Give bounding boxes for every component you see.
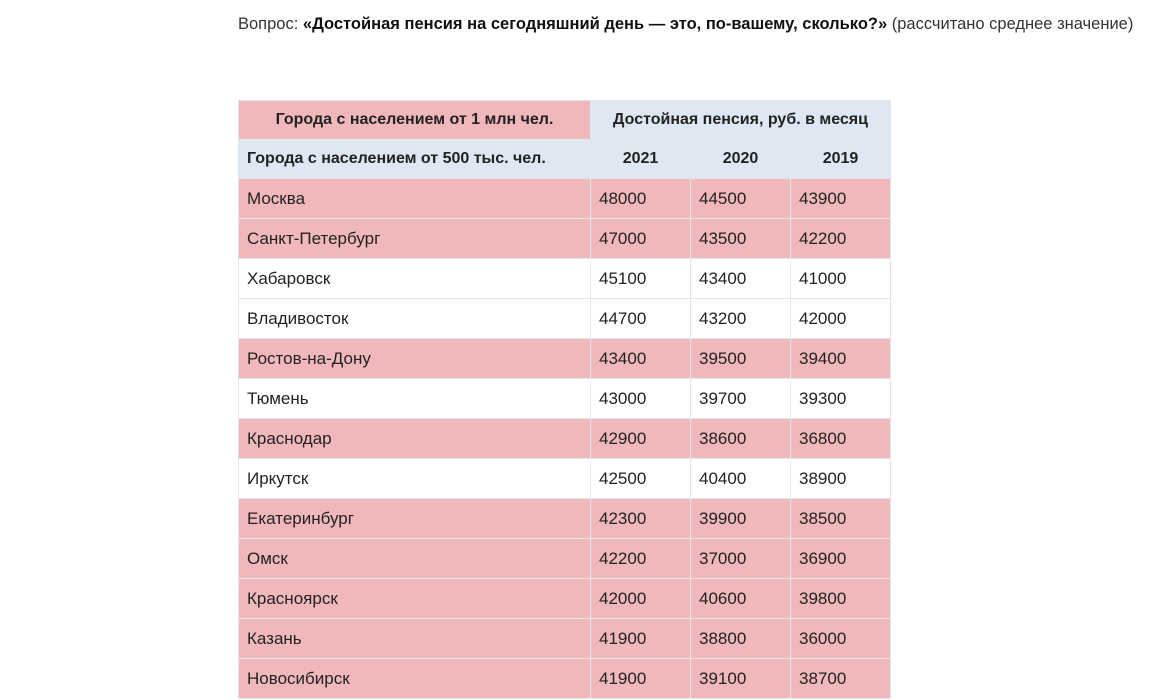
value-cell: 39500 <box>691 339 791 379</box>
value-cell: 42300 <box>591 499 691 539</box>
pension-table <box>238 100 891 699</box>
table-row <box>239 339 891 379</box>
table-row <box>239 579 891 619</box>
value-cell: 38800 <box>691 619 791 659</box>
city-cell: Хабаровск <box>239 259 591 299</box>
value-cell: 44700 <box>591 299 691 339</box>
table-row <box>239 659 891 699</box>
value-cell: 38600 <box>691 419 791 459</box>
header-year: 2019 <box>791 140 891 179</box>
value-cell: 39700 <box>691 379 791 419</box>
question-prefix: Вопрос: <box>238 15 303 33</box>
header-cities-1m: Города с населением от 1 млн чел. <box>239 101 591 140</box>
value-cell: 45100 <box>591 259 691 299</box>
value-cell: 43500 <box>691 219 791 259</box>
value-cell: 39400 <box>791 339 891 379</box>
header-year: 2021 <box>591 140 691 179</box>
city-cell: Новосибирск <box>239 659 591 699</box>
value-cell: 42900 <box>591 419 691 459</box>
city-cell: Санкт-Петербург <box>239 219 591 259</box>
value-cell: 42200 <box>591 539 691 579</box>
city-cell: Ростов-на-Дону <box>239 339 591 379</box>
value-cell: 42200 <box>791 219 891 259</box>
value-cell: 41900 <box>591 619 691 659</box>
value-cell: 40600 <box>691 579 791 619</box>
value-cell: 37000 <box>691 539 791 579</box>
value-cell: 39800 <box>791 579 891 619</box>
value-cell: 38500 <box>791 499 891 539</box>
city-cell: Иркутск <box>239 459 591 499</box>
value-cell: 39300 <box>791 379 891 419</box>
header-row-2 <box>239 140 891 179</box>
city-cell: Казань <box>239 619 591 659</box>
header-year: 2020 <box>691 140 791 179</box>
city-cell: Екатеринбург <box>239 499 591 539</box>
header-cities-500k: Города с населением от 500 тыс. чел. <box>239 140 591 179</box>
city-cell: Омск <box>239 539 591 579</box>
table-row <box>239 499 891 539</box>
city-cell: Краснодар <box>239 419 591 459</box>
value-cell: 42000 <box>591 579 691 619</box>
question-text <box>238 13 1138 35</box>
table-row <box>239 179 891 219</box>
city-cell: Красноярск <box>239 579 591 619</box>
table-row <box>239 619 891 659</box>
value-cell: 38900 <box>791 459 891 499</box>
city-cell: Москва <box>239 179 591 219</box>
value-cell: 47000 <box>591 219 691 259</box>
header-row-1 <box>239 101 891 140</box>
question-suffix: (рассчитано среднее значение) <box>887 15 1134 33</box>
table-row <box>239 299 891 339</box>
table-row <box>239 419 891 459</box>
value-cell: 44500 <box>691 179 791 219</box>
value-cell: 41000 <box>791 259 891 299</box>
value-cell: 43400 <box>691 259 791 299</box>
value-cell: 36000 <box>791 619 891 659</box>
value-cell: 48000 <box>591 179 691 219</box>
value-cell: 36800 <box>791 419 891 459</box>
table-row <box>239 259 891 299</box>
value-cell: 42500 <box>591 459 691 499</box>
city-cell: Владивосток <box>239 299 591 339</box>
value-cell: 42000 <box>791 299 891 339</box>
header-pension: Достойная пенсия, руб. в месяц <box>591 101 891 140</box>
value-cell: 43200 <box>691 299 791 339</box>
table-row <box>239 219 891 259</box>
value-cell: 43400 <box>591 339 691 379</box>
value-cell: 38700 <box>791 659 891 699</box>
question-bold: «Достойная пенсия на сегодняшний день — это, по-вашему, сколько?» <box>302 15 888 33</box>
table-row <box>239 539 891 579</box>
city-cell: Тюмень <box>239 379 591 419</box>
table-row <box>239 379 891 419</box>
value-cell: 40400 <box>691 459 791 499</box>
table-body <box>239 179 891 699</box>
value-cell: 41900 <box>591 659 691 699</box>
value-cell: 39100 <box>691 659 791 699</box>
value-cell: 43900 <box>791 179 891 219</box>
value-cell: 39900 <box>691 499 791 539</box>
table-row <box>239 459 891 499</box>
value-cell: 43000 <box>591 379 691 419</box>
value-cell: 36900 <box>791 539 891 579</box>
